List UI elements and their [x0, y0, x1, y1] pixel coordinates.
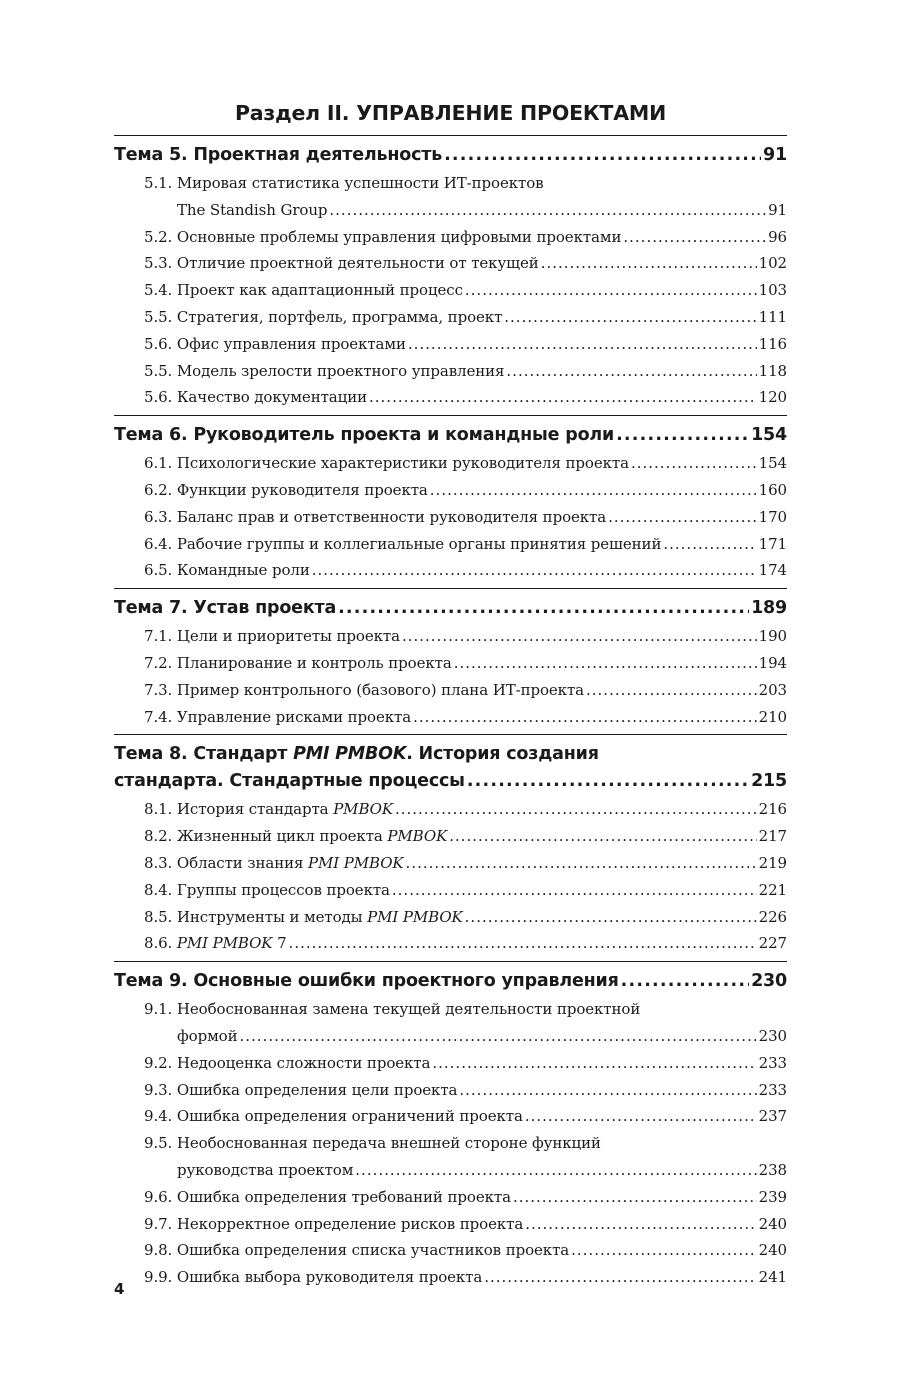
- toc-entry-line: [144, 450, 787, 477]
- dot-leader: [432, 1050, 756, 1077]
- toc-entry[interactable]: [114, 277, 787, 304]
- entry-title-text: Ошибка определения цели проекта: [176, 1080, 458, 1099]
- toc-entry[interactable]: [114, 1211, 787, 1238]
- entry-title-text: Баланс прав и ответственности руководителя проекта: [176, 507, 607, 526]
- toc-entry-line: [144, 996, 787, 1023]
- entry-page-number: 102: [758, 254, 787, 273]
- entry-number: 9.8.: [144, 1241, 173, 1260]
- entry-number: 7.4.: [144, 707, 173, 726]
- toc-entry-line: [144, 850, 787, 877]
- toc-entry-line: [144, 304, 787, 331]
- topic-heading[interactable]: [114, 968, 787, 995]
- entry-title-text: Качество документации: [176, 388, 367, 407]
- topic-page-number: 91: [763, 145, 787, 165]
- toc-topic: [114, 734, 787, 957]
- entry-title-text: Жизненный цикл проекта PMBOK: [176, 827, 448, 846]
- entry-page-number: 233: [758, 1053, 787, 1072]
- topic-heading-line: [114, 142, 787, 169]
- dot-leader: [355, 1157, 756, 1184]
- entry-page-number: 227: [758, 934, 787, 953]
- entry-number: 7.1.: [144, 627, 173, 646]
- entry-number: 8.3.: [144, 853, 173, 872]
- toc-entry-line: [144, 1264, 787, 1291]
- entry-number: 5.4.: [144, 281, 173, 300]
- entry-page-number: 116: [758, 334, 787, 353]
- topic-title-text: Тема 8. Стандарт PMI PMBOK. История создания: [114, 744, 599, 765]
- entry-page-number: 217: [758, 827, 787, 846]
- dot-leader: [402, 623, 757, 650]
- entry-title-text: Ошибка определения ограничений проекта: [176, 1107, 523, 1126]
- entry-number: 8.2.: [144, 827, 173, 846]
- entry-page-number: 171: [758, 534, 787, 553]
- dot-leader: [289, 930, 757, 957]
- entry-page-number: 170: [758, 507, 787, 526]
- toc-entry-line: [144, 904, 787, 931]
- toc-entry-line: [144, 704, 787, 731]
- toc-entry-line: [144, 1157, 787, 1184]
- dot-leader: [506, 358, 756, 385]
- entry-title-text: Отличие проектной деятельности от текущей: [176, 254, 539, 273]
- entry-page-number: 219: [758, 853, 787, 872]
- entry-page-number: 120: [758, 388, 787, 407]
- table-of-contents: [114, 98, 787, 1291]
- dot-leader: [454, 650, 757, 677]
- entry-title-text: Управление рисками проекта: [176, 707, 412, 726]
- toc-entry-line: [144, 677, 787, 704]
- toc-entry-line: [144, 1211, 787, 1238]
- entry-page-number: 226: [758, 907, 787, 926]
- entry-page-number: 240: [758, 1241, 787, 1260]
- toc-entry[interactable]: [114, 250, 787, 277]
- entry-number: 9.1.: [144, 1000, 173, 1019]
- dot-leader: [623, 224, 766, 251]
- toc-entry-line: [144, 877, 787, 904]
- dot-leader: [541, 250, 757, 277]
- topic-page-number: 215: [751, 771, 787, 792]
- toc-entry[interactable]: [114, 557, 787, 584]
- toc-entry[interactable]: [114, 1237, 787, 1264]
- topic-list: [114, 135, 787, 1291]
- entry-title-text: Рабочие группы и коллегиальные органы принятия решений: [176, 534, 662, 553]
- dot-leader: [395, 796, 757, 823]
- toc-entry[interactable]: [114, 796, 787, 823]
- dot-leader: [621, 968, 749, 995]
- entry-number: 5.3.: [144, 254, 173, 273]
- dot-leader: [459, 1077, 756, 1104]
- topic-heading[interactable]: [114, 595, 787, 622]
- toc-entry[interactable]: [114, 904, 787, 931]
- toc-entry-line: [144, 197, 787, 224]
- dot-leader: [616, 422, 749, 449]
- dot-leader: [525, 1103, 757, 1130]
- toc-entry-line: [144, 930, 787, 957]
- entry-title-text: Необоснованная замена текущей деятельности проектной: [176, 1000, 641, 1019]
- topic-heading[interactable]: [114, 741, 787, 795]
- entry-number: 9.9.: [144, 1268, 173, 1287]
- dot-leader: [312, 557, 757, 584]
- entry-number: 9.2.: [144, 1053, 173, 1072]
- dot-leader: [329, 197, 766, 224]
- toc-entry-line: [144, 170, 787, 197]
- dot-leader: [586, 677, 757, 704]
- toc-entry[interactable]: [114, 850, 787, 877]
- entry-page-number: 190: [758, 627, 787, 646]
- entry-title-text: руководства проектом: [177, 1160, 354, 1179]
- entry-title-text: Модель зрелости проектного управления: [176, 361, 505, 380]
- toc-entry[interactable]: [114, 1050, 787, 1077]
- entry-number: 9.3.: [144, 1080, 173, 1099]
- toc-entry-line: [144, 531, 787, 558]
- topic-heading[interactable]: [114, 422, 787, 449]
- entry-title-text: Инструменты и методы PMI PMBOK: [176, 907, 463, 926]
- entry-title-text: Офис управления проектами: [176, 334, 406, 353]
- entry-title-text: Ошибка определения списка участников проекта: [176, 1241, 570, 1260]
- topic-page-number: 189: [751, 598, 787, 619]
- toc-entry[interactable]: [114, 531, 787, 558]
- dot-leader: [484, 1264, 756, 1291]
- entry-number: 5.6.: [144, 334, 173, 353]
- toc-entry-line: [144, 623, 787, 650]
- toc-entry[interactable]: [114, 1130, 787, 1184]
- entry-title-text: Основные проблемы управления цифровыми проектами: [176, 227, 622, 246]
- toc-entry[interactable]: [114, 877, 787, 904]
- toc-entry[interactable]: [114, 996, 787, 1050]
- toc-entry-line: [144, 358, 787, 385]
- toc-entry-line: [144, 224, 787, 251]
- toc-entry-line: [144, 250, 787, 277]
- topic-page-number: 154: [751, 425, 787, 446]
- entry-number: 8.6.: [144, 934, 173, 953]
- toc-entry[interactable]: [114, 930, 787, 957]
- toc-entry-line: [144, 1077, 787, 1104]
- entry-title-text: Ошибка определения требований проекта: [176, 1187, 511, 1206]
- dot-leader: [406, 850, 757, 877]
- entry-page-number: 203: [758, 680, 787, 699]
- topic-heading-line: [114, 968, 787, 995]
- entry-page-number: 118: [758, 361, 787, 380]
- entry-page-number: 91: [768, 200, 787, 219]
- toc-entry[interactable]: [114, 450, 787, 477]
- entry-number: 9.6.: [144, 1187, 173, 1206]
- toc-entry-line: [144, 277, 787, 304]
- entry-number: 6.3.: [144, 507, 173, 526]
- entry-page-number: 210: [758, 707, 787, 726]
- dot-leader: [513, 1184, 757, 1211]
- entry-page-number: 216: [758, 800, 787, 819]
- entry-title-text: Недооценка сложности проекта: [176, 1053, 431, 1072]
- entry-page-number: 154: [758, 454, 787, 473]
- entry-page-number: 221: [758, 880, 787, 899]
- entry-number: 8.1.: [144, 800, 173, 819]
- topic-heading-line: [114, 768, 787, 795]
- toc-entry-line: [144, 384, 787, 411]
- section-title: Раздел II. УПРАВЛЕНИЕ ПРОЕКТАМИ: [234, 101, 667, 125]
- entry-number: 5.1.: [144, 174, 173, 192]
- toc-entry[interactable]: [114, 1184, 787, 1211]
- entry-title-text: Ошибка выбора руководителя проекта: [176, 1268, 483, 1287]
- topic-page-number: 230: [751, 971, 787, 992]
- toc-entry[interactable]: [114, 477, 787, 504]
- dot-leader: [608, 504, 757, 531]
- dot-leader: [504, 304, 756, 331]
- topic-title-text: Тема 6. Руководитель проекта и командные роли: [114, 425, 615, 446]
- toc-entry[interactable]: [114, 304, 787, 331]
- toc-entry[interactable]: [114, 677, 787, 704]
- toc-entry[interactable]: [114, 1077, 787, 1104]
- entry-page-number: 111: [758, 307, 787, 326]
- topic-heading-line: [114, 422, 787, 449]
- topic-title-text: стандарта. Стандартные процессы: [114, 771, 465, 792]
- toc-entry[interactable]: [114, 224, 787, 251]
- topic-title-text: Тема 9. Основные ошибки проектного управления: [114, 971, 619, 992]
- entry-title-text: История стандарта PMBOK: [176, 800, 393, 819]
- entry-title-text: The Standish Group: [177, 200, 328, 219]
- entry-title-text: Области знания PMI PMBOK: [176, 853, 404, 872]
- toc-entry-line: [144, 1103, 787, 1130]
- entry-title-text: Командные роли: [176, 561, 310, 580]
- entry-title-text: Планирование и контроль проекта: [176, 653, 452, 672]
- entry-title-text: PMI PMBOK 7: [176, 934, 287, 953]
- entry-page-number: 238: [758, 1160, 787, 1179]
- toc-entry-line: [144, 504, 787, 531]
- dot-leader: [465, 904, 757, 931]
- entry-title-text: Стратегия, портфель, программа, проект: [176, 307, 503, 326]
- toc-entry[interactable]: [114, 1264, 787, 1291]
- entry-number: 7.3.: [144, 680, 173, 699]
- dot-leader: [413, 704, 757, 731]
- dot-leader: [571, 1237, 757, 1264]
- entry-page-number: 239: [758, 1187, 787, 1206]
- entry-title-text: Пример контрольного (базового) плана ИТ-проекта: [176, 680, 584, 699]
- toc-entry-line: [144, 796, 787, 823]
- toc-entry[interactable]: [114, 623, 787, 650]
- dot-leader: [338, 595, 749, 622]
- topic-title-text: Тема 7. Устав проекта: [114, 598, 337, 619]
- entry-number: 5.5.: [144, 307, 173, 326]
- entry-number: 5.6.: [144, 388, 173, 407]
- entry-title-text: Проект как адаптационный процесс: [176, 281, 463, 300]
- toc-entry[interactable]: [114, 1103, 787, 1130]
- entry-number: 7.2.: [144, 653, 173, 672]
- toc-entry[interactable]: [114, 384, 787, 411]
- toc-topic: [114, 135, 787, 411]
- entry-page-number: 237: [758, 1107, 787, 1126]
- toc-entry[interactable]: [114, 823, 787, 850]
- dot-leader: [408, 331, 757, 358]
- entry-page-number: 96: [768, 227, 787, 246]
- toc-entry-line: [144, 1023, 787, 1050]
- toc-entry[interactable]: [114, 504, 787, 531]
- entry-number: 9.4.: [144, 1107, 173, 1126]
- entry-page-number: 160: [758, 480, 787, 499]
- entry-title-text: Некорректное определение рисков проекта: [176, 1214, 524, 1233]
- topic-heading-line: [114, 595, 787, 622]
- entry-number: 6.5.: [144, 561, 173, 580]
- entry-page-number: 230: [758, 1026, 787, 1045]
- entry-number: 8.5.: [144, 907, 173, 926]
- dot-leader: [467, 768, 749, 795]
- toc-entry-line: [144, 331, 787, 358]
- topic-heading[interactable]: [114, 142, 787, 169]
- dot-leader: [449, 823, 756, 850]
- entry-page-number: 240: [758, 1214, 787, 1233]
- toc-topic: [114, 588, 787, 730]
- entry-title-text: Мировая статистика успешности ИТ-проектов: [176, 174, 544, 192]
- toc-entry-line: [144, 557, 787, 584]
- dot-leader: [430, 477, 757, 504]
- entry-title-text: Психологические характеристики руководителя проекта: [176, 454, 629, 473]
- entry-number: 6.4.: [144, 534, 173, 553]
- dot-leader: [369, 384, 757, 411]
- toc-entry[interactable]: [114, 331, 787, 358]
- toc-entry-line: [144, 1050, 787, 1077]
- entry-number: 8.4.: [144, 880, 173, 899]
- toc-entry-line: [144, 1237, 787, 1264]
- topic-heading-line: [114, 741, 787, 768]
- toc-topic: [114, 415, 787, 584]
- entry-page-number: 194: [758, 653, 787, 672]
- dot-leader: [444, 142, 761, 169]
- toc-entry-line: [144, 1130, 787, 1157]
- entry-number: 5.2.: [144, 227, 173, 246]
- toc-topic: [114, 961, 787, 1291]
- entry-number: 6.2.: [144, 480, 173, 499]
- dot-leader: [392, 877, 757, 904]
- entry-title-text: Необоснованная передача внешней стороне функций: [176, 1134, 601, 1153]
- dot-leader: [239, 1023, 756, 1050]
- entry-page-number: 174: [758, 561, 787, 580]
- dot-leader: [465, 277, 757, 304]
- entry-number: 9.5.: [144, 1134, 173, 1153]
- topic-title-text: Тема 5. Проектная деятельность: [114, 145, 443, 165]
- dot-leader: [631, 450, 757, 477]
- entry-number: 9.7.: [144, 1214, 173, 1233]
- entry-number: 5.5.: [144, 361, 173, 380]
- entry-title-text: Функции руководителя проекта: [176, 480, 428, 499]
- dot-leader: [663, 531, 756, 558]
- entry-page-number: 241: [758, 1268, 787, 1287]
- entry-title-text: формой: [177, 1026, 238, 1045]
- entry-title-text: Группы процессов проекта: [176, 880, 390, 899]
- entry-title-text: Цели и приоритеты проекта: [176, 627, 400, 646]
- toc-entry[interactable]: [114, 704, 787, 731]
- toc-entry-line: [144, 650, 787, 677]
- toc-entry[interactable]: [114, 170, 787, 224]
- toc-entry-line: [144, 477, 787, 504]
- entry-page-number: 233: [758, 1080, 787, 1099]
- toc-entry[interactable]: [114, 650, 787, 677]
- dot-leader: [525, 1211, 756, 1238]
- toc-entry[interactable]: [114, 358, 787, 385]
- entry-number: 6.1.: [144, 454, 173, 473]
- entry-page-number: 103: [758, 281, 787, 300]
- toc-entry-line: [144, 1184, 787, 1211]
- page-number: 4: [114, 1280, 125, 1298]
- toc-entry-line: [144, 823, 787, 850]
